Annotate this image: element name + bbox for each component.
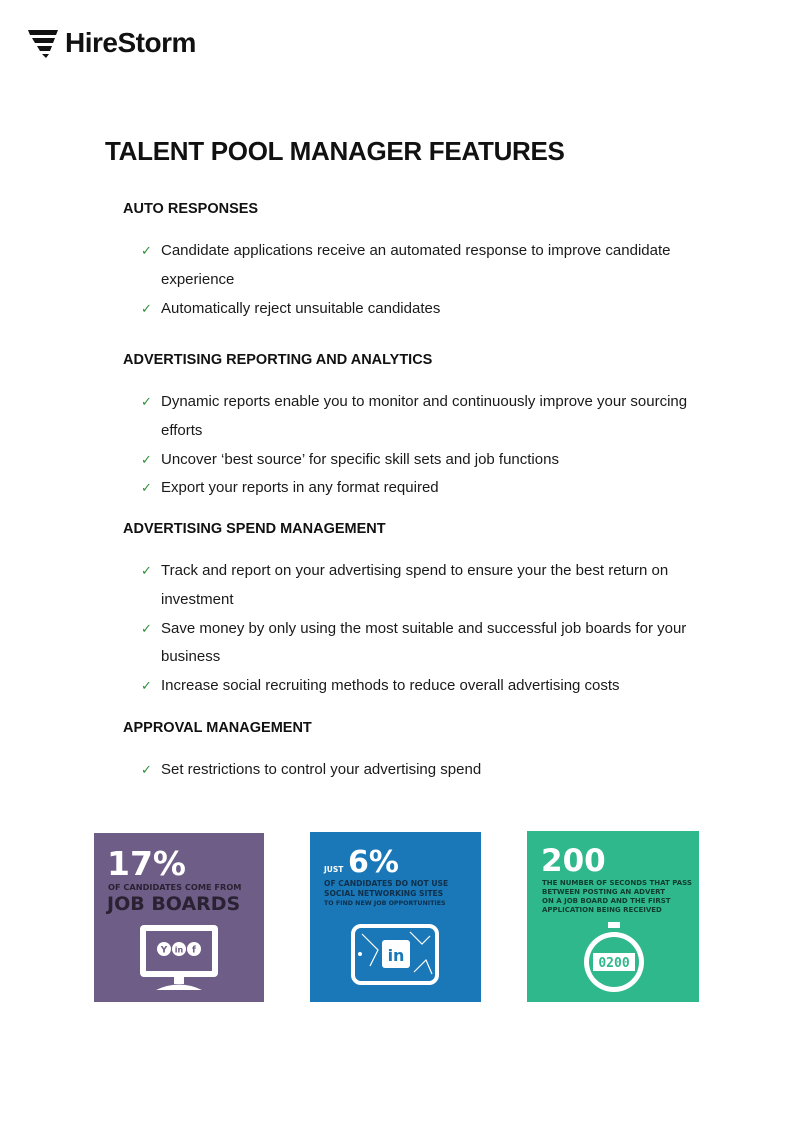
stat-tile-social-networking — [310, 832, 481, 1002]
stopwatch-readout: 0200 — [598, 956, 630, 971]
stat-number: 200 — [541, 843, 606, 879]
stat-caption-line2: BETWEEN POSTING AN ADVERT — [542, 888, 666, 896]
checkmark-icon: ✓ — [141, 620, 152, 636]
section-heading: APPROVAL MANAGEMENT — [123, 720, 312, 736]
section-heading: ADVERTISING REPORTING AND ANALYTICS — [123, 352, 433, 368]
stat-number: 6% — [348, 845, 399, 880]
list-item — [123, 756, 703, 785]
checkmark-icon: ✓ — [141, 678, 152, 694]
checkmark-icon: ✓ — [141, 243, 152, 258]
svg-text:in: in — [174, 945, 184, 955]
list-item-text: Export your reports in any format required — [161, 479, 439, 497]
svg-text:Y: Y — [160, 945, 168, 956]
svg-text:f: f — [192, 945, 196, 956]
section-auto-responses — [123, 201, 703, 323]
list-item — [123, 557, 703, 615]
section-approval-management — [123, 720, 703, 785]
list-item-text: Candidate applications receive an automated response to improve candidate experience — [161, 242, 671, 288]
list-item-text: Automatically reject unsuitable candidates — [161, 299, 441, 317]
stat-caption-line2: JOB BOARDS — [107, 893, 241, 915]
section-advertising-spend — [123, 521, 703, 701]
section-advertising-reporting — [123, 352, 703, 503]
section-heading: AUTO RESPONSES — [123, 201, 259, 217]
list-item-text: Set restrictions to control your advertising spend — [161, 761, 482, 778]
stat-prefix: JUST — [324, 865, 344, 874]
list-item-text: Uncover ‘best source’ for specific skill sets and job functions — [161, 450, 559, 468]
tornado-icon — [27, 27, 59, 59]
list-item-text: Save money by only using the most suitable and successful job boards for your business — [161, 619, 687, 666]
stat-caption-line1: OF CANDIDATES DO NOT USE — [324, 879, 449, 888]
linkedin-logo-text: in — [387, 946, 405, 965]
list-item-text: Increase social recruiting methods to reduce overall advertising costs — [161, 677, 620, 695]
stat-number: 17% — [107, 844, 186, 883]
stat-caption-line3: ON A JOB BOARD AND THE FIRST — [542, 897, 671, 905]
list-item — [123, 237, 703, 295]
list-item-text: Dynamic reports enable you to monitor and continuously improve your sourcing efforts — [161, 393, 688, 439]
page-title: TALENT POOL MANAGER FEATURES — [105, 136, 565, 166]
stat-tile-seconds — [527, 831, 699, 1002]
list-item-text: Track and report on your advertising spend to ensure your the best return on investment — [161, 562, 669, 608]
list-item — [123, 672, 703, 701]
list-item — [123, 446, 703, 475]
list-item — [123, 615, 703, 673]
checkmark-icon: ✓ — [141, 451, 152, 467]
stat-caption-line1: OF CANDIDATES COME FROM — [108, 882, 242, 892]
checkmark-icon: ✓ — [141, 300, 152, 316]
checkmark-icon: ✓ — [141, 563, 152, 578]
list-item — [123, 295, 703, 324]
list-item — [123, 474, 703, 503]
brand-logo — [27, 26, 196, 60]
stat-caption-line4: APPLICATION BEING RECEIVED — [542, 906, 662, 914]
stat-caption-line2: SOCIAL NETWORKING SITES — [324, 889, 444, 898]
checkmark-icon: ✓ — [141, 762, 152, 777]
stat-caption-line1: THE NUMBER OF SECONDS THAT PASS — [542, 879, 692, 887]
checkmark-icon: ✓ — [141, 480, 152, 496]
list-item — [123, 388, 703, 446]
section-heading: ADVERTISING SPEND MANAGEMENT — [123, 521, 386, 537]
brand-name: HireStorm — [65, 27, 196, 58]
stat-tile-job-boards — [94, 833, 264, 1002]
stat-caption-line3: TO FIND NEW JOB OPPORTUNITIES — [324, 900, 446, 907]
checkmark-icon: ✓ — [141, 394, 152, 409]
